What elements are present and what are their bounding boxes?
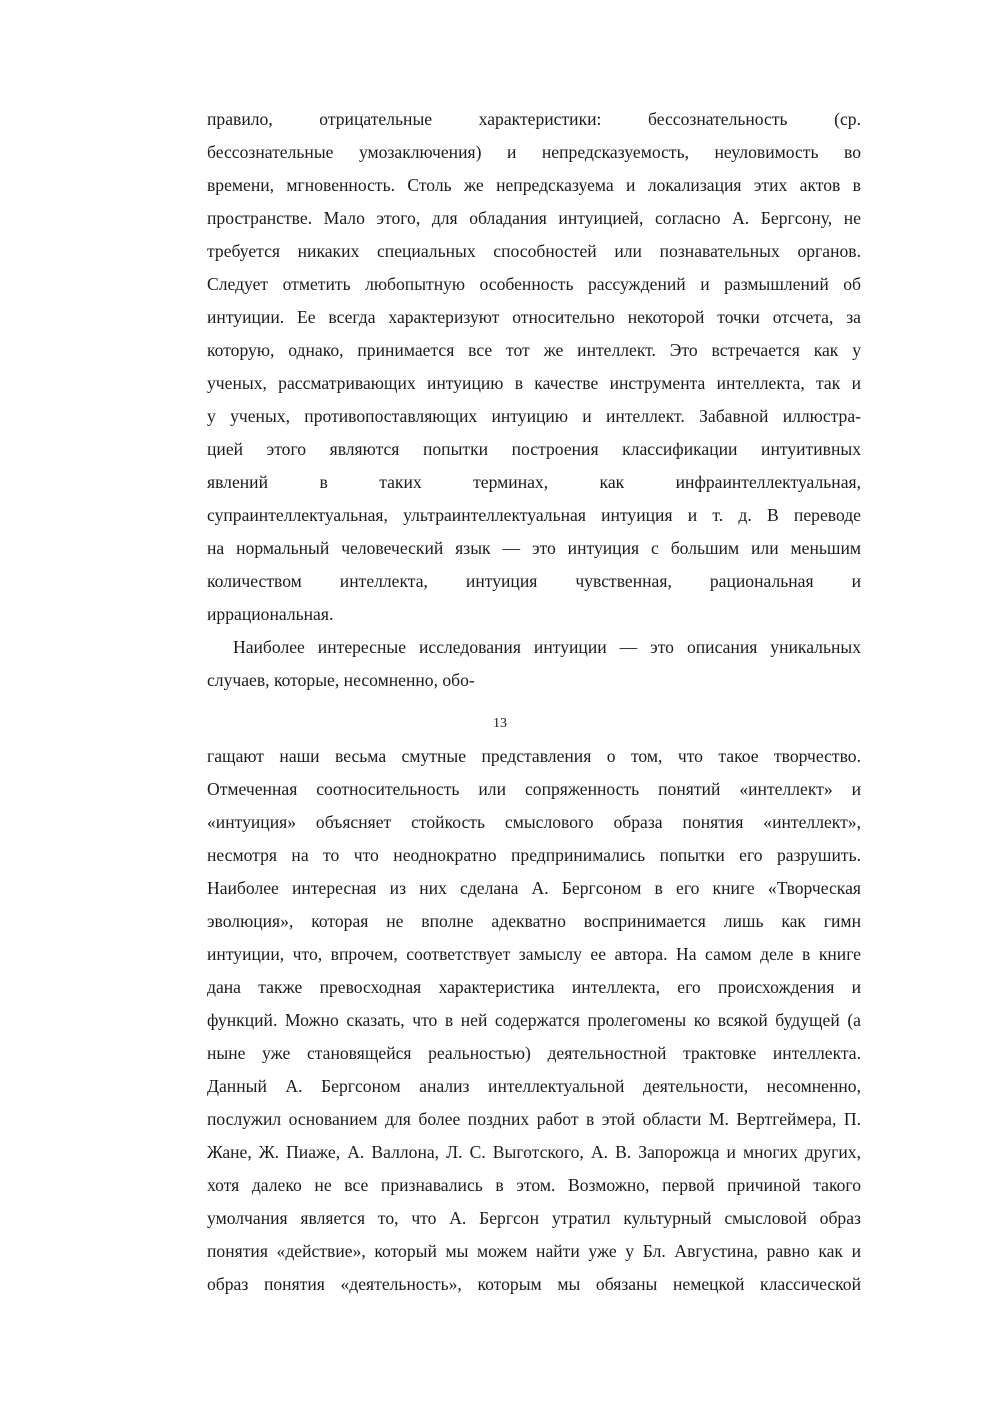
text-line: случаев, которые, несомненно, обо- (207, 670, 475, 690)
text-line: послужил основанием для более поздних работ в этой области М. Вертгеймера, П. (207, 1109, 861, 1129)
text-line: явлений в таких терминах, как инфраинтеллектуальная, (207, 472, 861, 492)
text-line: Жане, Ж. Пиаже, А. Валлона, Л. С. Выготского, А. В. Запорожца и многих других, (207, 1142, 861, 1162)
text-line: умолчания является то, что А. Бергсон утратил культурный смысловой образ (207, 1208, 861, 1228)
text-line: интуиции, что, впрочем, соответствует замыслу ее автора. На самом деле в книге (207, 944, 861, 964)
text-line: дана также превосходная характеристика интеллекта, его происхождения и (207, 977, 861, 997)
text-line: ныне уже становящейся реальностью) деятельностной трактовке интеллекта. (207, 1043, 861, 1063)
page-number: 13 (493, 716, 507, 731)
text-line: требуется никаких специальных способностей или познавательных органов. (207, 241, 861, 261)
text-line: иррациональная. (207, 604, 334, 624)
text-line: эволюция», которая не вполне адекватно воспринимается лишь как гимн (207, 911, 861, 931)
text-line: Наиболее интересные исследования интуиции — это описания уникальных (233, 637, 861, 657)
paragraph-intuition-characteristics (207, 103, 861, 631)
text-line: цией этого являются попытки построения классификации интуитивных (207, 439, 861, 459)
text-line: интуиции. Ее всегда характеризуют относительно некоторой точки отсчета, за (207, 307, 861, 327)
paragraph-intuition-research (207, 631, 861, 697)
text-line: функций. Можно сказать, что в ней содержатся пролегомены ко всякой будущей (а (207, 1010, 861, 1030)
text-line: образ понятия «деятельность», которым мы обязаны немецкой классической (207, 1274, 861, 1294)
text-line: супраинтеллектуальная, ультраинтеллектуальная интуиция и т. д. В переводе (207, 505, 861, 525)
text-line: Отмеченная соотносительность или сопряженность понятий «интеллект» и (207, 779, 861, 799)
paragraph-bergson-intellect (207, 740, 861, 1301)
text-line: у ученых, противопоставляющих интуицию и интеллект. Забавной иллюстра- (207, 406, 861, 426)
text-line: хотя далеко не все признавались в этом. Возможно, первой причиной такого (207, 1175, 861, 1195)
text-line: количеством интеллекта, интуиция чувственная, рациональная и (207, 571, 861, 591)
text-block-top (207, 103, 861, 697)
text-line: на нормальный человеческий язык — это интуиция с большим или меньшим (207, 538, 861, 558)
text-line: Следует отметить любопытную особенность рассуждений и размышлений об (207, 274, 861, 294)
text-line: правило, отрицательные характеристики: бессознательность (ср. (207, 109, 861, 129)
text-line: несмотря на то что неоднократно предпринимались попытки его разрушить. (207, 845, 861, 865)
text-line: понятия «действие», который мы можем найти уже у Бл. Августина, равно как и (207, 1241, 861, 1261)
text-line: ученых, рассматривающих интуицию в качестве инструмента интеллекта, так и (207, 373, 861, 393)
text-line: Наиболее интересная из них сделана А. Бергсоном в его книге «Творческая (207, 878, 861, 898)
text-line: пространстве. Мало этого, для обладания интуицией, согласно А. Бергсону, не (207, 208, 861, 228)
text-line: которую, однако, принимается все тот же интеллект. Это встречается как у (207, 340, 861, 360)
text-block-bottom (207, 740, 861, 1301)
text-line: гащают наши весьма смутные представления о том, что такое творчество. (207, 746, 861, 766)
text-line: бессознательные умозаключения) и непредсказуемость, неуловимость во (207, 142, 861, 162)
text-line: времени, мгновенность. Столь же непредсказуема и локализация этих актов в (207, 175, 861, 195)
text-line: «интуиция» объясняет стойкость смыслового образа понятия «интеллект», (207, 812, 861, 832)
text-line: Данный А. Бергсоном анализ интеллектуальной деятельности, несомненно, (207, 1076, 861, 1096)
